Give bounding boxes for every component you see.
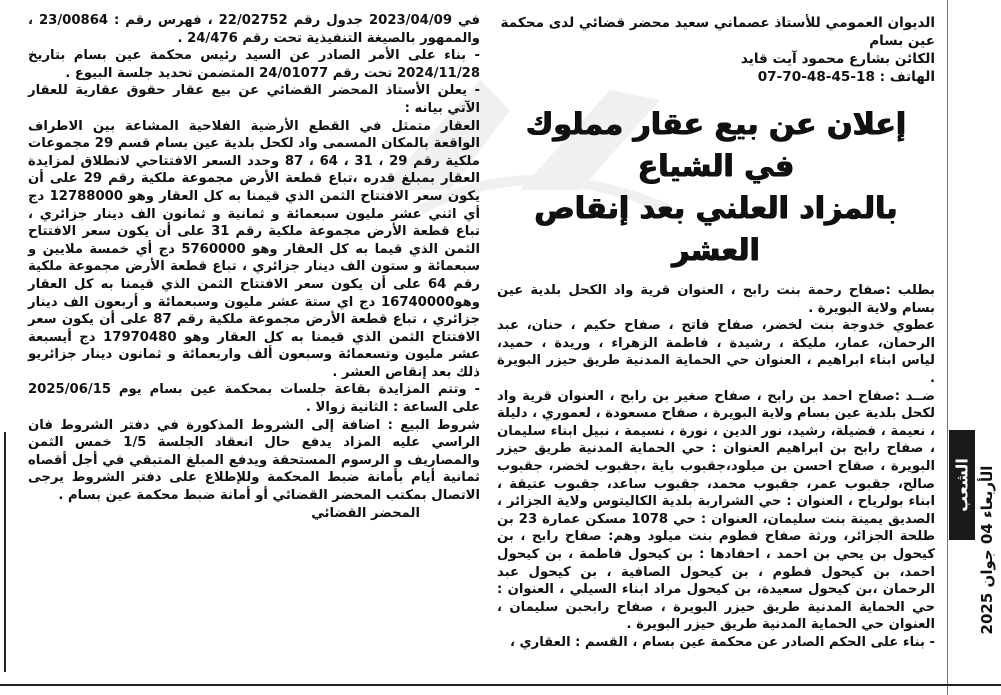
defendants-paragraph: ضــد :صفاح احمد بن رابح ، صفاح صغير بن رابح ، العنوان قرية واد لكحل بلدية عين بسام ولاية البويرة ، صفاح مسعودة ، لعموري ، دليلة ، نعيمة ، فضيلة، رشيد، نور الدين ، نورة ، نسيمة ، نبيل ابناء سليمان ، صفاح رابح بن ابراهيم العنوان : حي الحماية المدنية طريق حيزر البويرة ، صفاح احسن بن ميلود،جقبوب باية ،جقبوب لخضر، جقبوب صالح، جقبوب عمر، جقبوب محمد، جقبوب ساعد، جقبوب عتيقة ، ابناء بولرياح ، العنوان : حي الشراربة بلدية الكاليتوس ولاية الجزائر ، الصديق يمينة بنت سليمان، العنوان : حي 1078 مسكن عمارة 23 بن طلحة الجزائر، ورثة صفاح فطوم بنت ميلود وهم: صفاح رابح ، بن كيحول بن يحي بن احمد ، احفادها : بن كيحول فاطمة ، بن كيحول احمد، بن كيحول فطوم ، بن كيحول الصافية ، بن كيحول عبد الرحمان ،بن كيحول سعيدة، بن كيحول مراد ابناء السيلي ، العنوان : حي الحماية المدنية طريق حيزر البويرة ، صفاح رابحبن سليمان ، العنوان حي الحماية المدنية طريق حيزر البويرة . (497, 388, 935, 633)
newspaper-logo-text: الشعب (952, 458, 972, 512)
signature-line: المحضر القضائي (311, 505, 420, 521)
co-requesters-paragraph: عطوي خدوجة بنت لخضر، صفاح فاتح ، صفاح حكيم ، حنان، عبد الرحمان، عمار، مليكة ، رشيدة ، فاطمة الزهراء ، وريدة ، حميد، لياس ابناء ابراهيم ، العنوان حي الحماية المدنية طريق حيزر البويرة . (497, 318, 935, 386)
newspaper-logo (949, 430, 975, 540)
headline-line-1: إعلان عن بيع عقار مملوك في الشياع (525, 107, 907, 184)
column-bracket-divider (4, 432, 14, 672)
ad-headline (497, 104, 935, 272)
issue-date-text: 2025 الأربعاء 04 جوان (978, 465, 996, 635)
page-edge-strip (941, 0, 1001, 695)
property-description-paragraph: العقار متمثل في القطع الأرضية الفلاحية المشاعة بين الاطراف الواقعة بالمكان المسمى واد لكحل بلدية عين بسام قسم 29 مجموعات ملكية رقم 29 ، 31 ، 64 ، 87 وحدد السعر الافتتاحي لانطلاق لمزايدة العقار بمبلغ قدره ،تباع قطعة الأرض مجموعة ملكية رقم 29 على أن يكون سعر الافتتاح الثمن الذي قيمنا به كل العقار وهو 12788000 دج أي اثني عشر مليون سبعمائة و ثمانية و ثمانون الف دينار جزائري ، تباع قطعة الأرض مجموعة ملكية رقم 31 على أن يكون سعر الافتتاح الثمن الذي قيما به كل العقار وهو 5760000 دج أي خمسة ملايين و سبعمائة و ستون الف دينار جزائري ، تباع قطعة الأرض مجموعة ملكية رقم 64 على أن يكون سعر الافتتاح الثمن الذي قيمنا به كل العقار وهو16740000 دج اي ستة عشر مليون وسبعمائة و أربعون الف دينار جزائري ، تباع قطعة الأرض مجموعة ملكية رقم 87 على أن يكون سعر الافتتاح الثمن الذي قيمنا به كل العقار وهو 17970480 دج أيسبعة عشر مليون وتسعمائة وسبعون ألف واربعمائة و ثمانون دينار جزائريو ذلك بعد إنقاص العشر . (28, 118, 480, 380)
requester-paragraph: بطلب :صفاح رحمة بنت رابح ، العنوان قرية واد الكحل بلدية عين بسام ولاية البويرة . (497, 283, 935, 316)
strip-divider-line (947, 0, 948, 695)
office-city-line: عين بسام (869, 33, 935, 49)
court-ruling-paragraph: - بناء على الحكم الصادر عن محكمة عين بسام ، القسم : العقاري ، (509, 634, 935, 650)
bailiff-office-header (497, 14, 935, 86)
office-name-line: الديوان العمومي للأستاذ عصماني سعيد محضر قضائي لدى محكمة (500, 15, 935, 31)
headline-line-2: بالمزاد العلني بعد إنقاص العشر (534, 191, 898, 268)
office-address-line: الكائن بشارع محمود آيت قايد (740, 51, 935, 67)
sale-conditions-paragraph: شروط البيع : اضافة إلى الشروط المذكورة في دفتر الشروط فان الراسي عليه المزاد يدفع حال انعقاد الجلسة 1/5 خمس الثمن والمصاريف و الرسوم المستحقة ويدفع المبلغ المتبقي في أجل أقصاه ثمانية أيام بأمانة ضبط المحكمة وللإطلاع على دفتر الشروط يرجى الاتصال بمكتب المحضر القضائي أو أمانة ضبط محكمة عين بسام . (28, 417, 480, 504)
office-phone-line: الهاتف : 18-45-48-70-07 (757, 69, 935, 85)
ad-continuation-column (28, 12, 480, 672)
auction-date-paragraph: - وتتم المزايدة بقاعة جلسات بمحكمة عين بسام يوم 2025/06/15 على الساعة : الثانية زوالا . (28, 382, 480, 416)
judgment-reference-paragraph: في 2023/04/09 جدول رقم 22/02752 ، فهرس رقم : 23/00864 ، والممهور بالصيغة التنفيذية تحت رقم 24/476 . (28, 13, 480, 46)
page-bottom-rule (0, 684, 1001, 686)
sale-announcement-paragraph: - يعلن الأستاذ المحضر القضائي عن بيع عقار حقوق عقارية للعقار الآتي بيانه : (28, 83, 480, 116)
auction-order-paragraph: - بناء على الأمر الصادر عن السيد رئيس محكمة عين بسام بتاريخ 2024/11/28 تحت رقم 24/01077 المتضمن تحديد جلسة البيوع . (28, 48, 480, 81)
issue-date-label (975, 430, 999, 670)
parties-body (497, 282, 935, 651)
ad-main-column (497, 14, 935, 674)
